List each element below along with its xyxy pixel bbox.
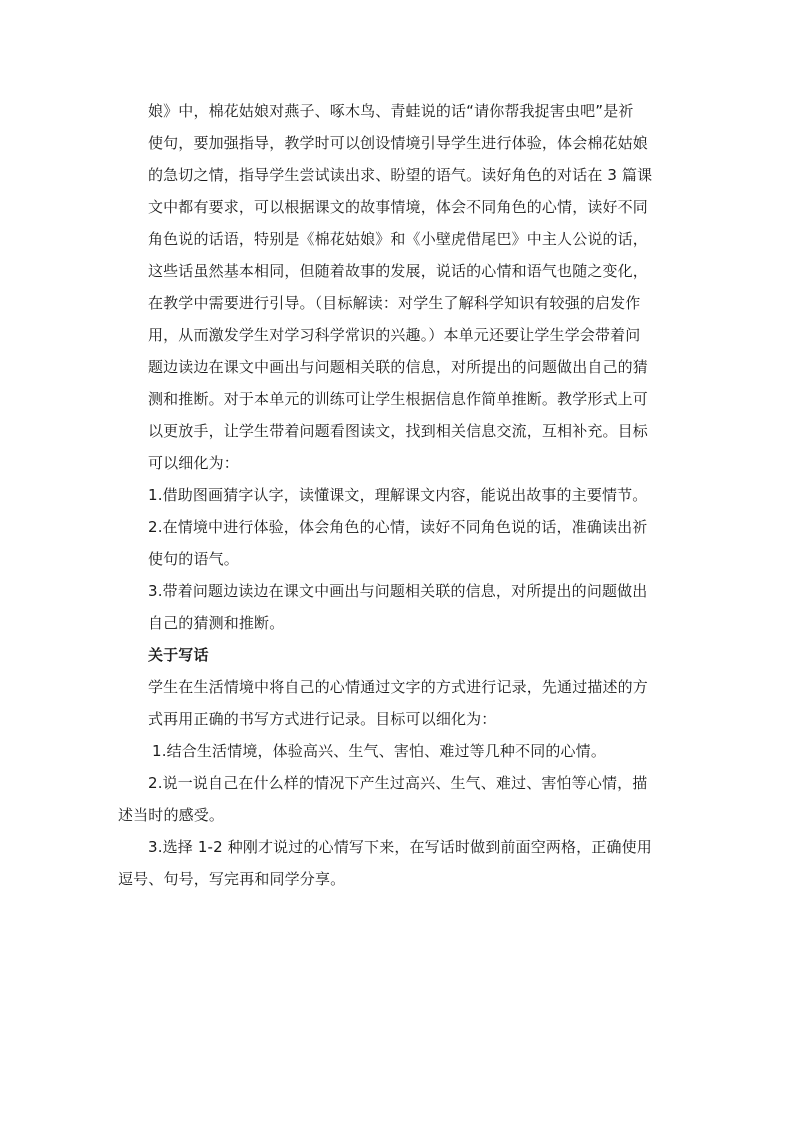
paragraph-line: 这些话虽然基本相同，但随着故事的发展，说话的心情和语气也随之变化， <box>148 262 648 280</box>
paragraph-line: 式再用正确的书写方式进行记录。目标可以细化为： <box>148 710 497 728</box>
paragraph-line: 在教学中需要进行引导。（目标解读：对学生了解科学知识有较强的启发作 <box>148 294 641 312</box>
paragraph-line: 角色说的话语，特别是《棉花姑娘》和《小壁虎借尾巴》中主人公说的话， <box>148 230 648 248</box>
writing-objective-2-continued: 述当时的感受。 <box>118 806 225 824</box>
writing-objective-2: 2.说一说自己在什么样的情况下产生过高兴、生气、难过、害怕等心情，描 <box>148 774 648 792</box>
objective-item-3: 3.带着问题边读边在课文中画出与问题相关联的信息，对所提出的问题做出 <box>148 582 648 600</box>
objective-item-1: 1.借助图画猜字认字，读懂课文，理解课文内容，能说出故事的主要情节。 <box>148 486 648 504</box>
objective-item-3-continued: 自己的猜测和推断。 <box>148 614 285 632</box>
paragraph-line: 的急切之情，指导学生尝试读出求、盼望的语气。读好角色的对话在 3 篇课 <box>148 166 653 184</box>
objective-item-2: 2.在情境中进行体验，体会角色的心情，读好不同角色说的话，准确读出祈 <box>148 518 648 536</box>
objective-item-2-continued: 使句的语气。 <box>148 550 239 568</box>
writing-objective-3-continued: 逗号、句号，写完再和同学分享。 <box>118 870 346 888</box>
paragraph-line: 可以细化为： <box>148 454 239 472</box>
writing-objective-1: 1.结合生活情境，体验高兴、生气、害怕、难过等几种不同的心情。 <box>152 742 606 760</box>
paragraph-line: 文中都有要求，可以根据课文的故事情境，体会不同角色的心情，读好不同 <box>148 198 648 216</box>
paragraph-line: 学生在生活情境中将自己的心情通过文字的方式进行记录，先通过描述的方 <box>148 678 648 696</box>
writing-objective-3: 3.选择 1-2 种刚才说过的心情写下来，在写话时做到前面空两格，正确使用 <box>148 838 652 856</box>
paragraph-line: 测和推断。对于本单元的训练可让学生根据信息作简单推断。教学形式上可 <box>148 390 648 408</box>
paragraph-line: 以更放手，让学生带着问题看图读文，找到相关信息交流，互相补充。目标 <box>148 422 648 440</box>
section-heading: 关于写话 <box>148 646 209 664</box>
paragraph-line: 娘》中，棉花姑娘对燕子、啄木鸟、青蛙说的话“请你帮我捉害虫吧”是祈 <box>148 102 634 120</box>
paragraph-line: 用，从而激发学生对学习科学常识的兴趣。）本单元还要让学生学会带着问 <box>148 326 641 344</box>
paragraph-line: 使句，要加强指导，教学时可以创设情境引导学生进行体验，体会棉花姑娘 <box>148 134 648 152</box>
paragraph-line: 题边读边在课文中画出与问题相关联的信息，对所提出的问题做出自己的猜 <box>148 358 648 376</box>
